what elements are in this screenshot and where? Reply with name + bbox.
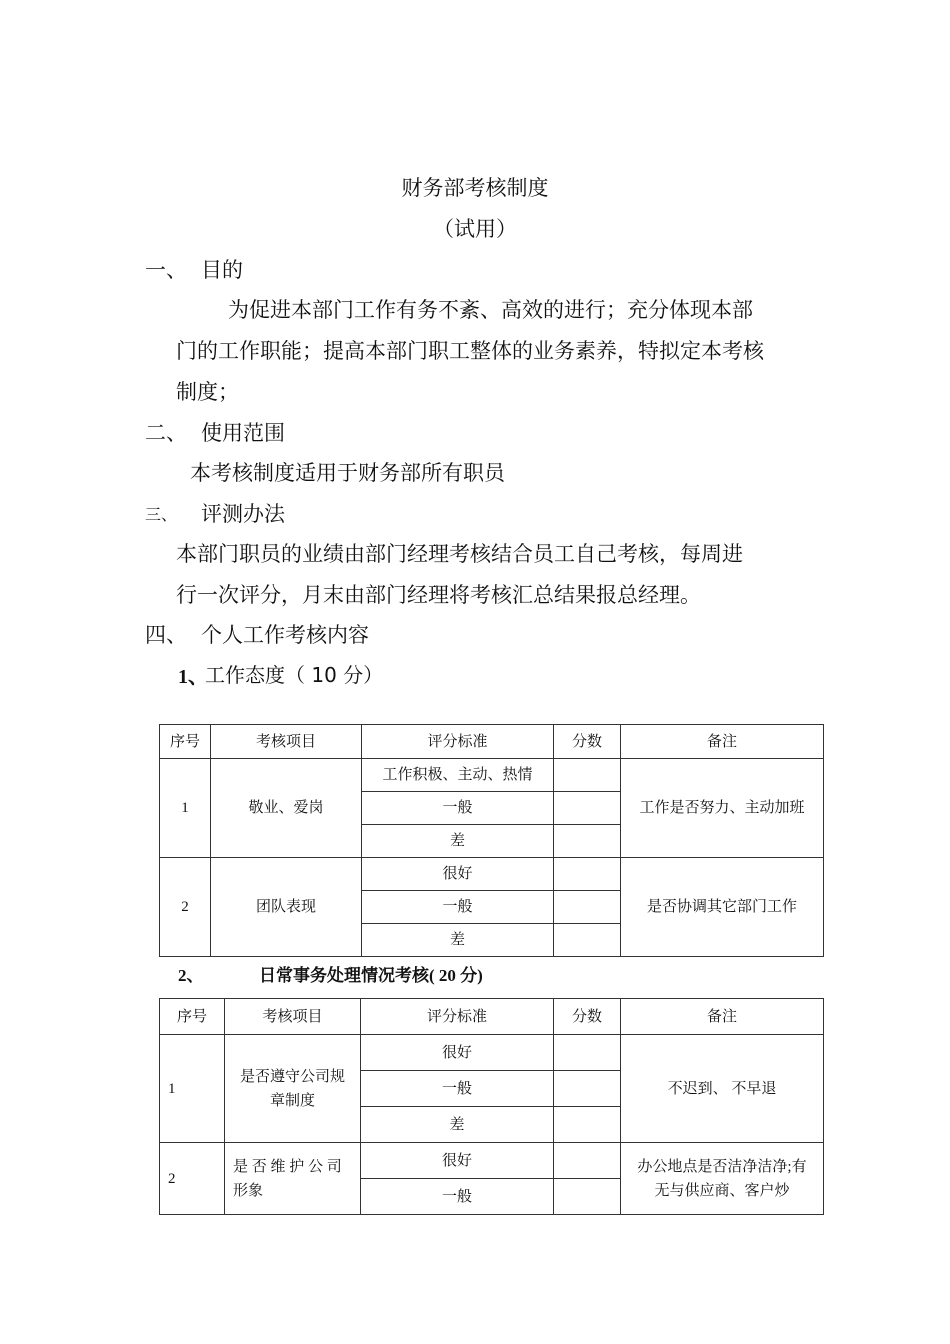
standard-cell: 一般 [362,891,554,924]
table-header-row [160,725,824,759]
score-cell[interactable] [554,1107,621,1143]
score-cell[interactable] [554,792,621,825]
header-cell: 备注 [621,725,824,759]
header-cell: 序号 [160,999,225,1035]
section-number: 三、 [145,505,178,524]
table-row [160,1035,824,1071]
note-cell: 是否协调其它部门工作 [621,858,824,957]
section-heading: 目的 [201,258,243,282]
header-cell: 分数 [554,999,621,1035]
score-cell[interactable] [554,1071,621,1107]
note-cell: 工作是否努力、主动加班 [621,759,824,858]
standard-cell: 一般 [361,1071,554,1107]
table-row [160,759,824,792]
paragraph-line: 本部门职员的业绩由部门经理考核结合员工自己考核，每周进 [176,542,743,566]
attitude-table [159,724,824,957]
standard-cell: 一般 [362,792,554,825]
table-header-row [160,999,824,1035]
score-cell[interactable] [554,825,621,858]
paragraph-line: 制度； [176,380,239,404]
row-number: 2 [160,858,211,957]
section-heading: 评测办法 [201,502,285,526]
standard-cell: 很好 [361,1143,554,1179]
paragraph-line: 为促进本部门工作有务不紊、高效的进行；充分体现本部 [228,298,753,322]
score-cell[interactable] [554,858,621,891]
score-cell[interactable] [554,1179,621,1215]
note-cell: 办公地点是否洁净洁净;有无与供应商、客户炒 [621,1143,824,1215]
standard-cell: 差 [362,825,554,858]
header-cell: 备注 [621,999,824,1035]
header-cell: 考核项目 [211,725,362,759]
paragraph-line: 本考核制度适用于财务部所有职员 [190,461,505,485]
standard-cell: 一般 [361,1179,554,1215]
header-cell: 分数 [554,725,621,759]
header-cell: 考核项目 [225,999,361,1035]
row-number: 1 [160,1035,225,1143]
item-number: 2、 [178,966,204,985]
table-row [160,1143,824,1179]
score-cell[interactable] [554,924,621,957]
section-number: 二、 [145,421,187,445]
score-cell[interactable] [554,1035,621,1071]
document-title: 财务部考核制度 [401,176,549,200]
section-number: 一、 [145,258,187,282]
section-heading: 使用范围 [201,421,285,445]
item-label: 工作态度（ 10 分） [205,663,384,687]
standard-cell: 工作积极、主动、热情 [362,759,554,792]
standard-cell: 很好 [361,1035,554,1071]
header-cell: 序号 [160,725,211,759]
standard-cell: 差 [362,924,554,957]
assessment-item: 是否遵守公司规章制度 [225,1035,361,1143]
assessment-item: 是 否 维 护 公 司 形象 [225,1143,361,1215]
row-number: 2 [160,1143,225,1215]
paragraph-line: 行一次评分，月末由部门经理将考核汇总结果报总经理。 [176,583,701,607]
daily-affairs-table [159,998,824,1215]
document-subtitle: （试用） [433,217,517,241]
score-cell[interactable] [554,759,621,792]
row-number: 1 [160,759,211,858]
table-row [160,858,824,891]
score-cell[interactable] [554,1143,621,1179]
item-number: 1、 [178,666,208,688]
item-label: 日常事务处理情况考核( 20 分) [259,966,483,985]
header-cell: 评分标准 [361,999,554,1035]
section-heading: 个人工作考核内容 [201,623,369,647]
paragraph-line: 门的工作职能；提高本部门职工整体的业务素养，特拟定本考核 [176,339,764,363]
header-cell: 评分标准 [362,725,554,759]
section-number: 四、 [145,623,187,647]
score-cell[interactable] [554,891,621,924]
standard-cell: 很好 [362,858,554,891]
assessment-item: 团队表现 [211,858,362,957]
assessment-item: 敬业、爱岗 [211,759,362,858]
standard-cell: 差 [361,1107,554,1143]
note-cell: 不迟到、 不早退 [621,1035,824,1143]
